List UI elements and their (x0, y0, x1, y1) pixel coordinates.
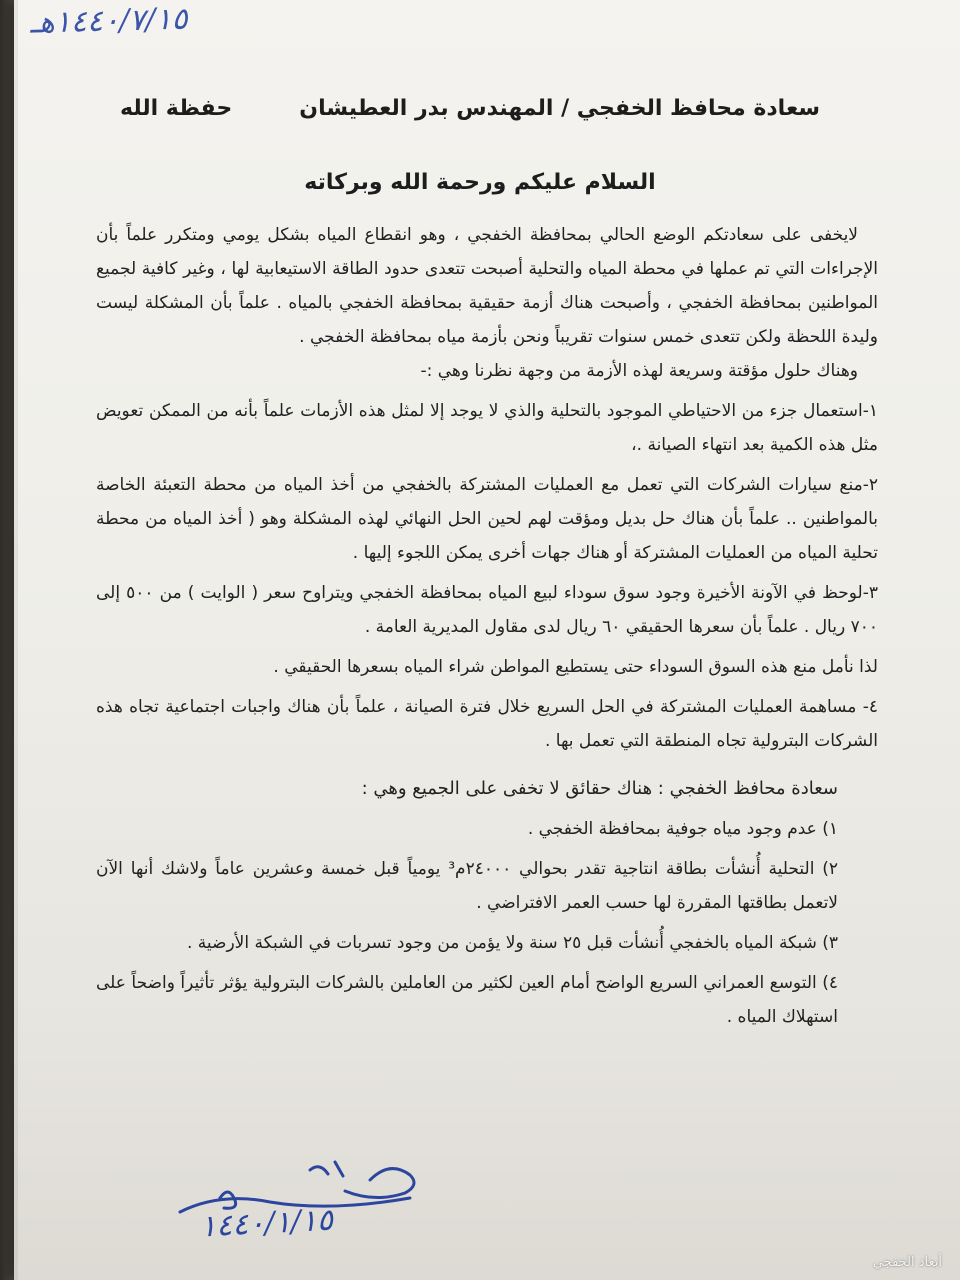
fact-item-2: ٢) التحلية أُنشأت بطاقة انتاجية تقدر بحوالي ٢٤٠٠٠م³ يومياً قبل خمسة وعشرين عاماً ولاشك أنها الآن لاتعمل بطاقتها المقررة لها حسب العمر الافتراضي . (96, 859, 838, 913)
intro-paragraph: لايخفى على سعادتكم الوضع الحالي بمحافظة الخفجي ، وهو انقطاع المياه بشكل يومي ومتكرر علماً بأن الإجراءات التي تم عملها في محطة المياه والتحلية أصبحت تتعدى حدود الطاقة الاستيعابية لها ، وغير كافية لجميع المواطنين بمحافظة الخفجي ، وأصبحت هناك أزمة حقيقية بمحافظة الخفجي بالمياه . علماً بأن المشكلة ليست وليدة اللحظة ولكن تتعدى خمس سنوات تقريباً ونحن بأزمة مياه بمحافظة الخفجي . (96, 225, 878, 347)
facts-heading: سعادة محافظ الخفجي : هناك حقائق لا تخفى على الجميع وهي : (361, 778, 838, 799)
solution-item-1: ١-استعمال جزء من الاحتياطي الموجود بالتحلية والذي لا يوجد إلا لمثل هذه الأزمات علماً بأنه من الممكن تعويض مثل هذه الكمية بعد انتهاء الصيانة .، (96, 401, 878, 455)
blessing-text: حفظة الله (120, 96, 233, 121)
fact-item-4: ٤) التوسع العمراني السريع الواضح أمام العين لكثير من العاملين بالشركات البترولية يؤثر تأثيراً واضحاً على استهلاك المياه . (96, 973, 838, 1027)
greeting: السلام عليكم ورحمة الله وبركاته (304, 170, 656, 195)
solution-item-3-note: لذا نأمل منع هذه السوق السوداء حتى يستطيع المواطن شراء المياه بسعرها الحقيقي . (273, 657, 878, 677)
handwritten-date-top: ١٤٤٠/٧/١٥هـ (29, 1, 189, 41)
solution-item-2: ٢-منع سيارات الشركات التي تعمل مع العمليات المشتركة بالخفجي من أخذ المياه من محطة التعبئة الخاصة بالمواطنين .. علماً بأن هناك حل بديل ومؤقت لهم لحين الحل النهائي لهذه المشكلة وهو ( أخذ المياه من محطة تحلية المياه من العمليات المشتركة أو هناك جهات أخرى يمكن اللجوء إليها . (96, 475, 878, 563)
solutions-intro: وهناك حلول مؤقتة وسريعة لهذه الأزمة من وجهة نظرنا وهي :- (420, 361, 858, 381)
letter-body (96, 218, 878, 1034)
watermark: أبعاد الخفجي (872, 1255, 942, 1270)
header-row (120, 96, 820, 136)
solution-item-3: ٣-لوحظ في الآونة الأخيرة وجود سوق سوداء لبيع المياه بمحافظة الخفجي ويتراوح سعر ( الوايت ) من ٥٠٠ إلى ٧٠٠ ريال . علماً بأن سعرها الحقيقي ٦٠ ريال لدى مقاول المديرية العامة . (96, 583, 878, 637)
signature-date: ١٤٤٠/١/١٥ (199, 1202, 334, 1245)
solution-item-4: ٤- مساهمة العمليات المشتركة في الحل السريع خلال فترة الصيانة ، علماً بأن هناك واجبات اجتماعية تجاه هذه الشركات البترولية تجاه المنطقة التي تعمل بها . (96, 697, 878, 751)
signature-area (160, 1150, 460, 1260)
fact-item-1: ١) عدم وجود مياه جوفية بمحافظة الخفجي . (527, 819, 838, 839)
fact-item-3: ٣) شبكة المياه بالخفجي أُنشأت قبل ٢٥ سنة ولا يؤمن من وجود تسربات في الشبكة الأرضية . (186, 933, 838, 953)
recipient-line: سعادة محافظ الخفجي / المهندس بدر العطيشان (299, 96, 820, 121)
